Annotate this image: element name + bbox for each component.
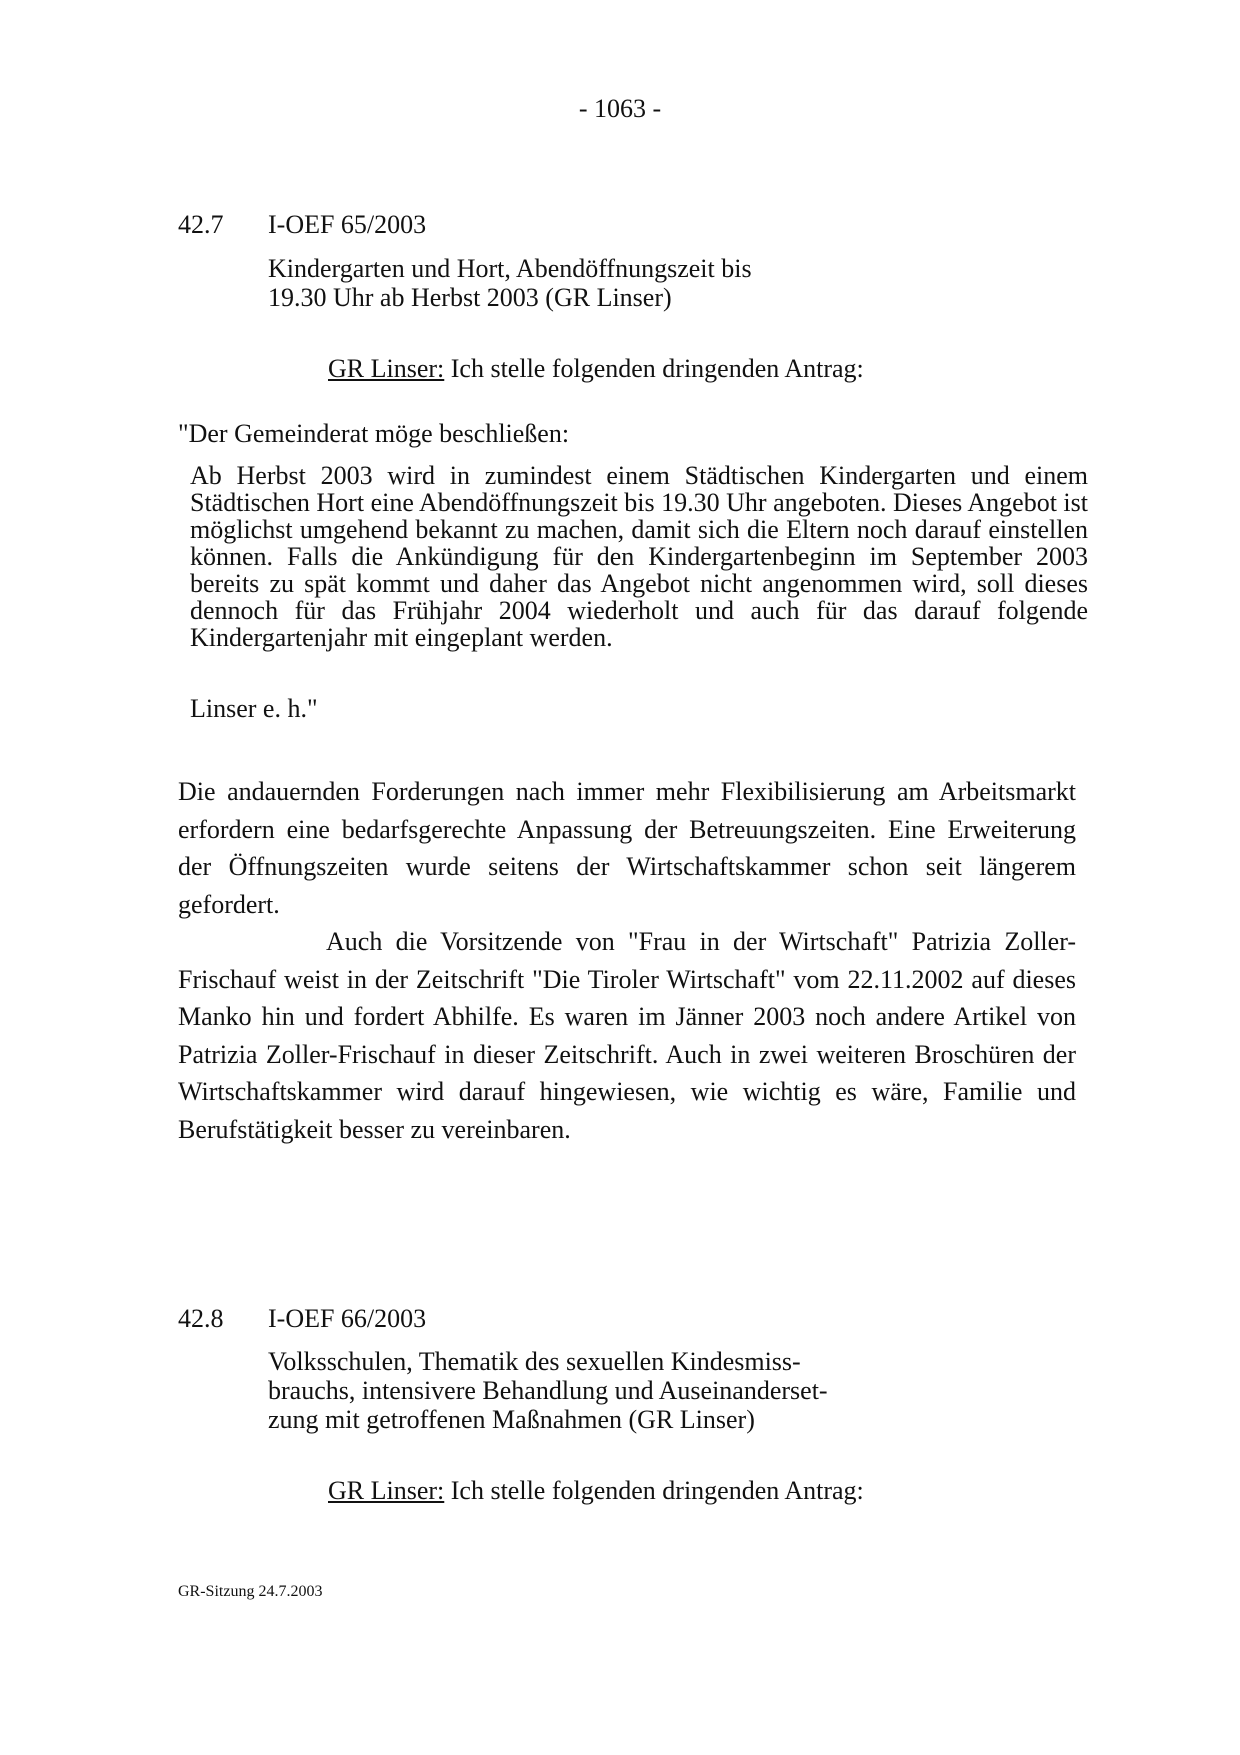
motion-text: Ab Herbst 2003 wird in zumindest einem Städtischen Kindergarten und einem Städtischen Hort eine Abendöffnungszeit bis 19.30 Uhr angeboten. Dieses Angebot ist möglichst umgehend bekannt zu machen, damit sich die Eltern noch darauf einstellen können. Falls die Ankündigung für den Kindergartenbeginn im September 2003 bereits zu spät kommt und daher das Angebot nicht angenommen wird, soll dieses dennoch für das Frühjahr 2004 wiederholt und auch für das darauf folgende Kindergartenjahr mit eingeplant werden. <box>190 461 1088 652</box>
item-title-line: Kindergarten und Hort, Abendöffnungszeit bis <box>268 254 752 283</box>
motion-intro: "Der Gemeinderat möge beschließen: <box>178 419 570 448</box>
speaker-line <box>328 1476 864 1506</box>
page-number: - 1063 - <box>578 94 662 123</box>
speaker-line <box>328 354 864 384</box>
item-title-line: brauchs, intensivere Behandlung und Auseinanderset- <box>268 1376 828 1405</box>
item-id: I-OEF 65/2003 <box>268 210 427 239</box>
item-title <box>268 1347 988 1434</box>
item-title-line: Volksschulen, Thematik des sexuellen Kindesmiss- <box>268 1347 801 1376</box>
item-number: 42.8 <box>178 1304 224 1333</box>
item-title-line: zung mit getroffenen Maßnahmen (GR Linser) <box>268 1405 755 1434</box>
motion-signoff: Linser e. h." <box>190 694 318 723</box>
justification <box>178 773 1076 1148</box>
justification-paragraph: Auch die Vorsitzende von "Frau in der Wirtschaft" Patrizia Zoller-Frischauf weist in der Zeitschrift "Die Tiroler Wirtschaft" vom 22.11.2002 auf dieses Manko hin und fordert Abhilfe. Es waren im Jänner 2003 noch andere Artikel von Patrizia Zoller-Frischauf in dieser Zeitschrift. Auch in zwei weiteren Broschüren der Wirtschaftskammer wird darauf hingewiesen, wie wichtig es wäre, Familie und Berufstätigkeit besser zu vereinbaren. <box>178 927 1076 1144</box>
item-title-line: 19.30 Uhr ab Herbst 2003 (GR Linser) <box>268 283 672 312</box>
item-title <box>268 254 988 312</box>
footer-session-date: GR-Sitzung 24.7.2003 <box>178 1583 323 1600</box>
item-number: 42.7 <box>178 210 224 239</box>
item-id: I-OEF 66/2003 <box>268 1304 427 1333</box>
speaker-name: GR Linser: <box>328 1476 445 1505</box>
speaker-name: GR Linser: <box>328 354 445 383</box>
speaker-text: Ich stelle folgenden dringenden Antrag: <box>444 1476 864 1505</box>
justification-paragraph: Die andauernden Forderungen nach immer mehr Flexibilisierung am Arbeitsmarkt erfordern eine bedarfsgerechte Anpassung der Betreuungszeiten. Eine Erweiterung der Öffnungszeiten wurde seitens der Wirtschaftskammer schon seit längerem gefordert. <box>178 777 1076 919</box>
speaker-text: Ich stelle folgenden dringenden Antrag: <box>444 354 864 383</box>
